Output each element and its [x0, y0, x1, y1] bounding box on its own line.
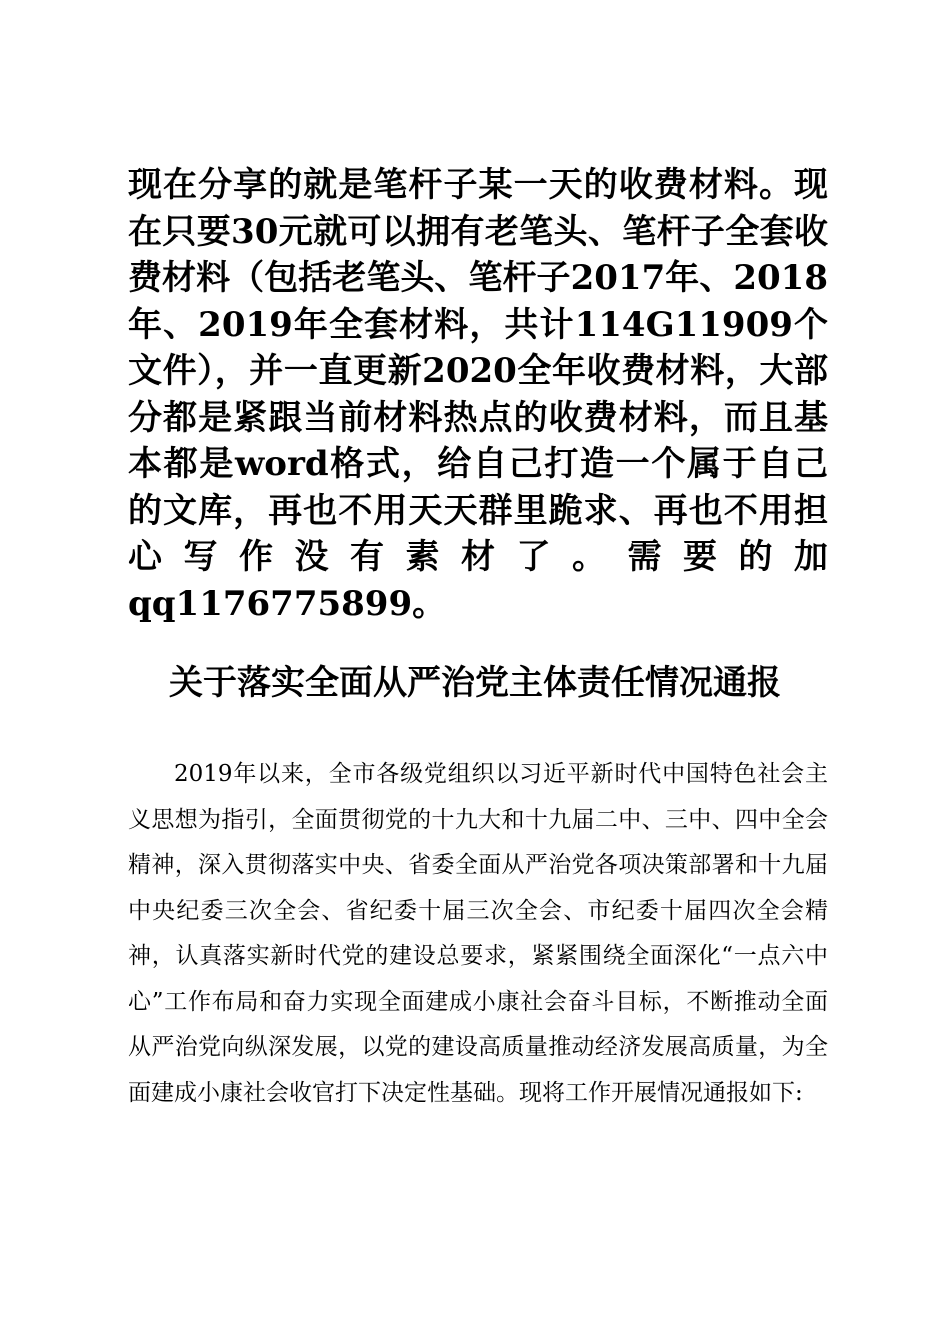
body-paragraph: 2019年以来，全市各级党组织以习近平新时代中国特色社会主义思想为指引，全面贯彻党的十九大和十九届二中、三中、四中全会精神，深入贯彻落实中央、省委全面从严治党各项决策部署和十九届中央纪委三次全会、省纪委十届三次全会、市纪委十届四次全会精神，认真落实新时代党的建设总要求，紧紧围绕全面深化“一点六中心”工作布局和奋力实现全面建成小康社会奋斗目标，不断推动全面从严治党向纵深发展，以党的建设高质量推动经济发展高质量，为全面建成小康社会收官打下决定性基础。现将工作开展情况通报如下:: [128, 761, 828, 1106]
document-title: 关于落实全面从严治党主体责任情况通报: [169, 663, 781, 703]
promo-paragraph: 现在分享的就是笔杆子某一天的收费材料。现在只要30元就可以拥有老笔头、笔杆子全套收费材料（包括老笔头、笔杆子2017年、2018年、2019年全套材料，共计114G11909个文件），并一直更新2020全年收费材料，大部分都是紧跟当前材料热点的收费材料，而且基本都是word格式，给自己打造一个属于自己的文库，再也不用天天群里跪求、再也不用担心写作没有素材了。需要的加qq1176775899。: [128, 165, 828, 624]
